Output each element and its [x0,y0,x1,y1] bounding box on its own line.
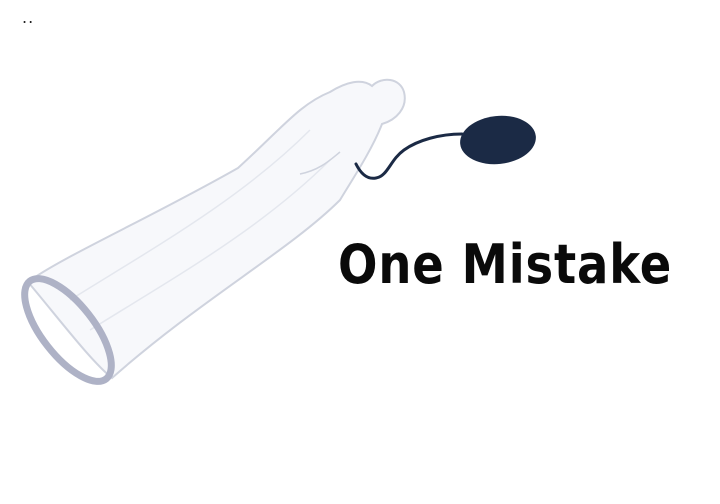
caption-text: One Mistake [338,233,673,296]
corner-dots-text: .. [22,8,35,27]
condom-body [28,80,405,378]
sperm-head [458,112,539,168]
